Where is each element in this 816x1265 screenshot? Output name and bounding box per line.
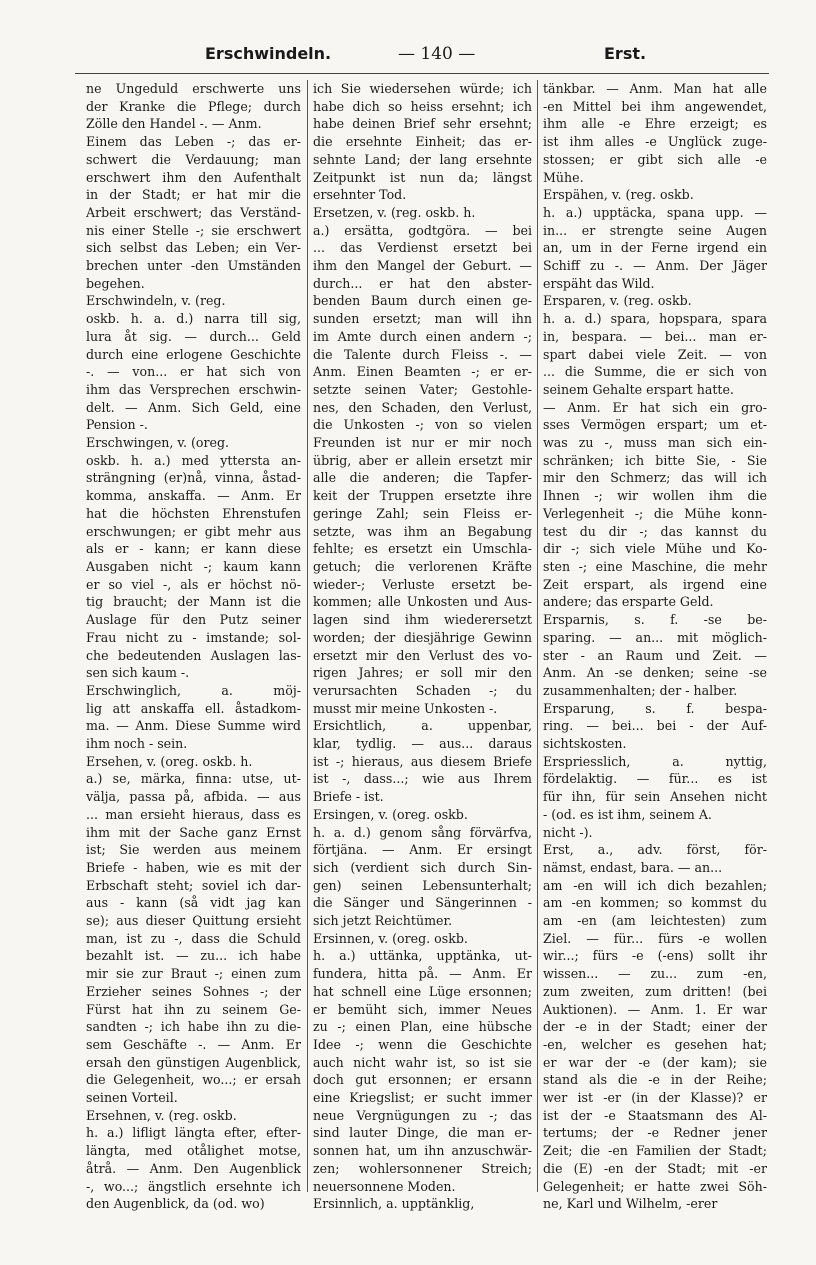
text-line: die Gelegenheit, wo...; er ersah xyxy=(86,1072,301,1088)
text-line: ... das Verdienst ersetzt bei xyxy=(313,240,532,256)
text-line: tig braucht; der Mann ist die xyxy=(86,594,301,610)
text-line: spart dabei viele Zeit. — von xyxy=(543,346,767,362)
text-line: ma. — Anm. Diese Summe wird xyxy=(86,718,301,734)
text-line: h. a.) uttänka, upptänka, ut- xyxy=(313,948,532,964)
text-line: fundera, hitta på. — Anm. Er xyxy=(313,966,532,982)
text-line: tertums; der -e Redner jener xyxy=(543,1125,767,1141)
text-line: für ihn, für sein Ansehen nicht xyxy=(543,789,767,805)
text-line: Ziel. — für... fürs -e wollen xyxy=(543,930,767,946)
text-line: übrig, aber er allein ersetzt mir xyxy=(313,452,532,468)
text-line: hat schnell eine Lüge ersonnen; xyxy=(313,983,532,999)
text-line: erspäht das Wild. xyxy=(543,275,655,291)
text-line: alle die anderen; die Tapfer- xyxy=(313,470,532,486)
text-line: seinem Gehalte erspart hatte. xyxy=(543,381,734,397)
text-line: Anm. An -se denken; seine -se xyxy=(543,665,767,681)
text-line: Ersinnen, v. (oreg. oskb. xyxy=(313,930,468,946)
text-line: begehen. xyxy=(86,275,145,291)
text-line: Erschwindeln, v. (reg. xyxy=(86,293,226,309)
text-line: habe dich so heiss ersehnt; ich xyxy=(313,98,532,114)
text-line: sonnen hat, um ihn anzuschwär- xyxy=(313,1143,532,1159)
text-line: zusammenhalten; der - halber. xyxy=(543,682,738,698)
text-line: Erbschaft steht; soviel ich dar- xyxy=(86,877,301,893)
text-line: Mühe. xyxy=(543,169,584,185)
text-line: strängning (er)nå, vinna, åstad- xyxy=(86,470,301,486)
text-line: välja, passa på, afbida. — aus xyxy=(86,789,301,805)
text-line: nes, den Schaden, den Verlust, xyxy=(313,399,532,415)
text-line: geringe Zahl; sein Fleiss er- xyxy=(313,505,532,521)
text-line: sehnte Land; der lang ersehnte xyxy=(313,151,532,167)
text-line: kommen; alle Unkosten und Aus- xyxy=(313,594,532,610)
text-line: schränken; ich bitte Sie, - Sie xyxy=(543,452,767,468)
text-line: auch nicht wahr ist, so ist sie xyxy=(313,1054,532,1070)
text-line: die ersehnte Einheit; das er- xyxy=(313,134,532,150)
text-line: Ersehnen, v. (reg. oskb. xyxy=(86,1107,237,1123)
text-line: a.) se, märka, finna: utse, ut- xyxy=(86,771,301,787)
text-line: Ersehen, v. (oreg. oskb. h. xyxy=(86,753,253,769)
text-line: sandten -; ich habe ihn zu die- xyxy=(86,1019,301,1035)
text-line: -en Mittel bei ihm angewendet, xyxy=(543,98,767,114)
text-line: längta, med otålighet motse, xyxy=(86,1143,301,1159)
text-line: ist; Sie werden aus meinem xyxy=(86,842,301,858)
text-line: neuersonnene Moden. xyxy=(313,1178,456,1194)
text-line: a.) ersätta, godtgöra. — bei xyxy=(313,222,532,238)
text-line: test du dir -; das kannst du xyxy=(543,523,767,539)
text-line: h. a. d.) genom sång förvärfva, xyxy=(313,824,532,840)
text-line: in der Stadt; er hat mir die xyxy=(86,187,301,203)
text-line: getuch; die verlorenen Kräfte xyxy=(313,558,532,574)
text-line: lagen sind ihm wiederersetzt xyxy=(313,612,532,628)
column-left xyxy=(86,80,301,1212)
text-line: ... man ersieht hieraus, dass es xyxy=(86,806,301,822)
text-line: zen; wohlersonnener Streich; xyxy=(313,1160,532,1176)
text-line: ihm den Mangel der Geburt. — xyxy=(313,258,532,274)
text-line: ihm alle -e Ehre erzeigt; es xyxy=(543,116,767,132)
text-line: komma, anskaffa. — Anm. Er xyxy=(86,488,301,504)
text-line: — Anm. Er hat sich ein gro- xyxy=(543,399,767,415)
text-line: Ersichtlich, a. uppenbar, xyxy=(313,718,532,734)
text-line: die Talente durch Fleiss -. — xyxy=(313,346,532,362)
text-line: Ersetzen, v. (reg. oskb. h. xyxy=(313,204,476,220)
text-line: Schiff zu -. — Anm. Der Jäger xyxy=(543,258,767,274)
text-line: Erschwingen, v. (oreg. xyxy=(86,435,230,451)
text-line: durch... er hat den abster- xyxy=(313,275,532,291)
column-middle xyxy=(313,80,532,1212)
text-line: Frau nicht zu - imstande; sol- xyxy=(86,629,301,645)
text-line: erschwert ihm den Aufenthalt xyxy=(86,169,301,185)
text-line: sind lauter Dinge, die man er- xyxy=(313,1125,532,1141)
text-line: verursachten Schaden -; du xyxy=(313,682,532,698)
text-line: ster - an Raum und Zeit. — xyxy=(543,647,767,663)
text-line: Ersparnis, s. f. -se be- xyxy=(543,612,767,628)
text-line: ich Sie wiedersehen würde; ich xyxy=(313,81,532,96)
text-line: Ersparen, v. (reg. oskb. xyxy=(543,293,692,309)
text-line: Pension -. xyxy=(86,417,148,433)
text-line: doch gut ersonnen; er ersann xyxy=(313,1072,532,1088)
text-line: der Kranke die Pflege; durch xyxy=(86,98,301,114)
text-line: andere; das ersparte Geld. xyxy=(543,594,714,610)
text-line: er war der -e (der kam); sie xyxy=(543,1054,767,1070)
text-line: in... er strengte seine Augen xyxy=(543,222,767,238)
text-line: die Sänger und Sängerinnen - xyxy=(313,895,532,911)
text-line: ist -; hieraus, aus diesem Briefe xyxy=(313,753,532,769)
text-line: rigen Jahres; er soll mir den xyxy=(313,665,532,681)
text-line: dir -; sich viele Mühe und Ko- xyxy=(543,541,767,557)
text-line: ... die Summe, die er sich von xyxy=(543,364,767,380)
column-divider-1 xyxy=(307,80,308,1192)
text-line: eine Kriegslist; er sucht immer xyxy=(313,1090,532,1106)
text-line: Erspähen, v. (reg. oskb. xyxy=(543,187,694,203)
text-line: sich (verdient sich durch Sin- xyxy=(313,859,532,875)
text-line: er bemüht sich, immer Neues xyxy=(313,1001,532,1017)
text-line: se); aus dieser Quittung ersieht xyxy=(86,913,301,929)
text-line: in, bespara. — bei... man er- xyxy=(543,328,767,344)
text-line: förtjäna. — Anm. Er ersingt xyxy=(313,842,532,858)
text-line: ne, Karl und Wilhelm, -erer xyxy=(543,1196,718,1212)
text-line: Zeit erspart, als irgend eine xyxy=(543,576,767,592)
text-line: che bedeutenden Auslagen las- xyxy=(86,647,301,663)
text-line: h. a.) lifligt längta efter, efter- xyxy=(86,1125,301,1141)
text-line: ersetzt mir den Verlust des vo- xyxy=(313,647,532,663)
page-number: — 140 — xyxy=(398,44,476,64)
text-line: wieder-; Verluste ersetzt be- xyxy=(313,576,532,592)
text-line: keit der Truppen ersetzte ihre xyxy=(313,488,532,504)
text-line: ihm mit der Sache ganz Ernst xyxy=(86,824,301,840)
text-line: am -en will ich dich bezahlen; xyxy=(543,877,767,893)
text-line: durch eine erlogene Geschichte xyxy=(86,346,301,362)
text-line: hat die höchsten Ehrenstufen xyxy=(86,505,301,521)
text-line: Zölle den Handel -. — Anm. xyxy=(86,116,262,132)
text-line: Erzieher seines Sohnes -; der xyxy=(86,983,301,999)
text-line: am -en kommen; so kommst du xyxy=(543,895,767,911)
header-rule xyxy=(75,73,769,74)
text-line: sem Geschäfte -. — Anm. Er xyxy=(86,1036,301,1052)
text-line: stand als die -e in der Reihe; xyxy=(543,1072,767,1088)
text-line: sunden ersetzt; man will ihn xyxy=(313,311,532,327)
text-line: wer ist -er (in der Klasse)? er xyxy=(543,1090,767,1106)
text-line: musst mir meine Unkosten -. xyxy=(313,700,498,716)
text-line: ist ihm alles -e Unglück zuge- xyxy=(543,134,767,150)
text-line: ersah den günstigen Augenblick, xyxy=(86,1054,301,1070)
text-line: Auslage für den Putz seiner xyxy=(86,612,301,628)
column-right xyxy=(543,80,767,1212)
text-line: worden; der diesjährige Gewinn xyxy=(313,629,532,645)
text-line: neue Vergnügungen zu -; das xyxy=(313,1107,532,1123)
text-line: an, um in der Ferne irgend ein xyxy=(543,240,767,256)
text-line: er so viel -, als er höchst nö- xyxy=(86,576,301,592)
text-line: sich selbst das Leben; ein Ver- xyxy=(86,240,301,256)
text-line: bezahlt ist. — zu... ich habe xyxy=(86,948,301,964)
text-line: Ersinnlich, a. upptänklig, xyxy=(313,1196,475,1212)
text-line: nicht -). xyxy=(543,824,593,840)
text-line: ne Ungeduld erschwerte uns xyxy=(86,81,301,96)
page-header xyxy=(0,44,816,70)
text-line: -, wo...; ängstlich ersehnte ich xyxy=(86,1178,301,1194)
text-line: ring. — bei... bei - der Auf- xyxy=(543,718,767,734)
column-divider-2 xyxy=(537,80,538,1192)
text-line: Anm. Einen Beamten -; er er- xyxy=(313,364,532,380)
header-right-catchword: Erst. xyxy=(604,44,647,63)
text-line: Auktionen). — Anm. 1. Er war xyxy=(543,1001,767,1017)
text-line: Idee -; wenn die Geschichte xyxy=(313,1036,532,1052)
text-line: Arbeit erschwert; das Verständ- xyxy=(86,204,301,220)
text-line: stossen; er gibt sich alle -e xyxy=(543,151,767,167)
text-line: Ihnen -; wir wollen ihm die xyxy=(543,488,767,504)
text-line: benden Baum durch einen ge- xyxy=(313,293,532,309)
text-line: Verlegenheit -; die Mühe konn- xyxy=(543,505,767,521)
text-line: am -en (am leichtesten) zum xyxy=(543,913,767,929)
text-line: ersehnter Tod. xyxy=(313,187,407,203)
text-line: Erspriesslich, a. nyttig, xyxy=(543,753,767,769)
text-line: ist -, dass...; wie aus Ihrem xyxy=(313,771,532,787)
text-line: was zu -, muss man sich ein- xyxy=(543,435,767,451)
text-line: im Amte durch einen andern -; xyxy=(313,328,532,344)
text-line: åtrå. — Anm. Den Augenblick xyxy=(86,1160,301,1176)
text-line: delt. — Anm. Sich Geld, eine xyxy=(86,399,301,415)
text-line: - (od. es ist ihm, seinem A. xyxy=(543,806,712,822)
text-line: mir den Schmerz; das will ich xyxy=(543,470,767,486)
text-line: zu -; einen Plan, eine hübsche xyxy=(313,1019,532,1035)
text-line: Ersparung, s. f. bespa- xyxy=(543,700,767,716)
text-line: setzte, was ihm an Begabung xyxy=(313,523,532,539)
text-line: setzte seinen Vater; Gestohle- xyxy=(313,381,532,397)
text-line: ihm das Versprechen erschwin- xyxy=(86,381,301,397)
text-line: zum zweiten, zum dritten! (bei xyxy=(543,983,767,999)
text-line: schwert die Verdauung; man xyxy=(86,151,301,167)
text-line: Freunden ist nur er mir noch xyxy=(313,435,532,451)
text-line: -en, welcher es gesehen hat; xyxy=(543,1036,767,1052)
text-line: seinen Vorteil. xyxy=(86,1090,178,1106)
text-line: oskb. h. a. d.) narra till sig, xyxy=(86,311,301,327)
text-line: sparing. — an... mit möglich- xyxy=(543,629,767,645)
text-line: Briefe - haben, wie es mit der xyxy=(86,859,301,875)
text-line: Zeitpunkt ist nun da; längst xyxy=(313,169,532,185)
text-line: sten -; eine Maschine, die mehr xyxy=(543,558,767,574)
text-line: ist der -e Staatsmann des Al- xyxy=(543,1107,767,1123)
text-line: klar, tydlig. — aus... daraus xyxy=(313,736,532,752)
text-line: tänkbar. — Anm. Man hat alle xyxy=(543,81,767,96)
text-line: Erschwinglich, a. möj- xyxy=(86,682,301,698)
text-line: fördelaktig. — für... es ist xyxy=(543,771,767,787)
text-line: nämst, endast, bara. — an... xyxy=(543,859,723,875)
text-line: brechen unter -den Umständen xyxy=(86,258,301,274)
text-line: Briefe - ist. xyxy=(313,789,384,805)
text-line: wir...; fürs -e (-ens) sollt ihr xyxy=(543,948,767,964)
text-line: aus - kann (så vidt jag kan xyxy=(86,895,301,911)
text-line: man, ist zu -, dass die Schuld xyxy=(86,930,301,946)
text-line: lig att anskaffa ell. åstadkom- xyxy=(86,700,301,716)
text-line: ihm noch - sein. xyxy=(86,736,188,752)
text-line: lura åt sig. — durch... Geld xyxy=(86,328,301,344)
text-line: die Unkosten -; von so vielen xyxy=(313,417,532,433)
text-line: als er - kann; er kann diese xyxy=(86,541,301,557)
text-line: habe deinen Brief sehr ersehnt; xyxy=(313,116,532,132)
text-line: Fürst hat ihn zu seinem Ge- xyxy=(86,1001,301,1017)
text-line: Einem das Leben -; das er- xyxy=(86,134,301,150)
text-line: sichtskosten. xyxy=(543,736,627,752)
text-line: der -e in der Stadt; einer der xyxy=(543,1019,767,1035)
text-line: sen sich kaum -. xyxy=(86,665,190,681)
text-line: gen) seinen Lebensunterhalt; xyxy=(313,877,532,893)
header-left-catchword: Erschwindeln. xyxy=(205,44,332,63)
text-line: wissen... — zu... zum -en, xyxy=(543,966,767,982)
text-line: nis einer Stelle -; sie erschwert xyxy=(86,222,301,238)
text-line: Ersingen, v. (oreg. oskb. xyxy=(313,806,468,822)
text-line: fehlte; es ersetzt ein Umschla- xyxy=(313,541,532,557)
text-line: sses Vermögen erspart; um et- xyxy=(543,417,767,433)
text-line: erschwungen; er gibt mehr aus xyxy=(86,523,301,539)
text-line: den Augenblick, da (od. wo) xyxy=(86,1196,265,1212)
text-line: -. — von... er hat sich von xyxy=(86,364,301,380)
text-line: oskb. h. a.) med yttersta an- xyxy=(86,452,301,468)
text-line: sich jetzt Reichtümer. xyxy=(313,913,453,929)
text-line: h. a.) upptäcka, spana upp. — xyxy=(543,204,767,220)
text-line: Zeit; die -en Familien der Stadt; xyxy=(543,1143,767,1159)
text-line: Ausgaben nicht -; kaum kann xyxy=(86,558,301,574)
text-line: die (E) -en der Stadt; mit -er xyxy=(543,1160,767,1176)
text-line: Gelegenheit; er hatte zwei Söh- xyxy=(543,1178,767,1194)
text-line: mir sie zur Braut -; einen zum xyxy=(86,966,301,982)
text-line: Erst, a., adv. först, för- xyxy=(543,842,767,858)
text-line: h. a. d.) spara, hopspara, spara xyxy=(543,311,767,327)
